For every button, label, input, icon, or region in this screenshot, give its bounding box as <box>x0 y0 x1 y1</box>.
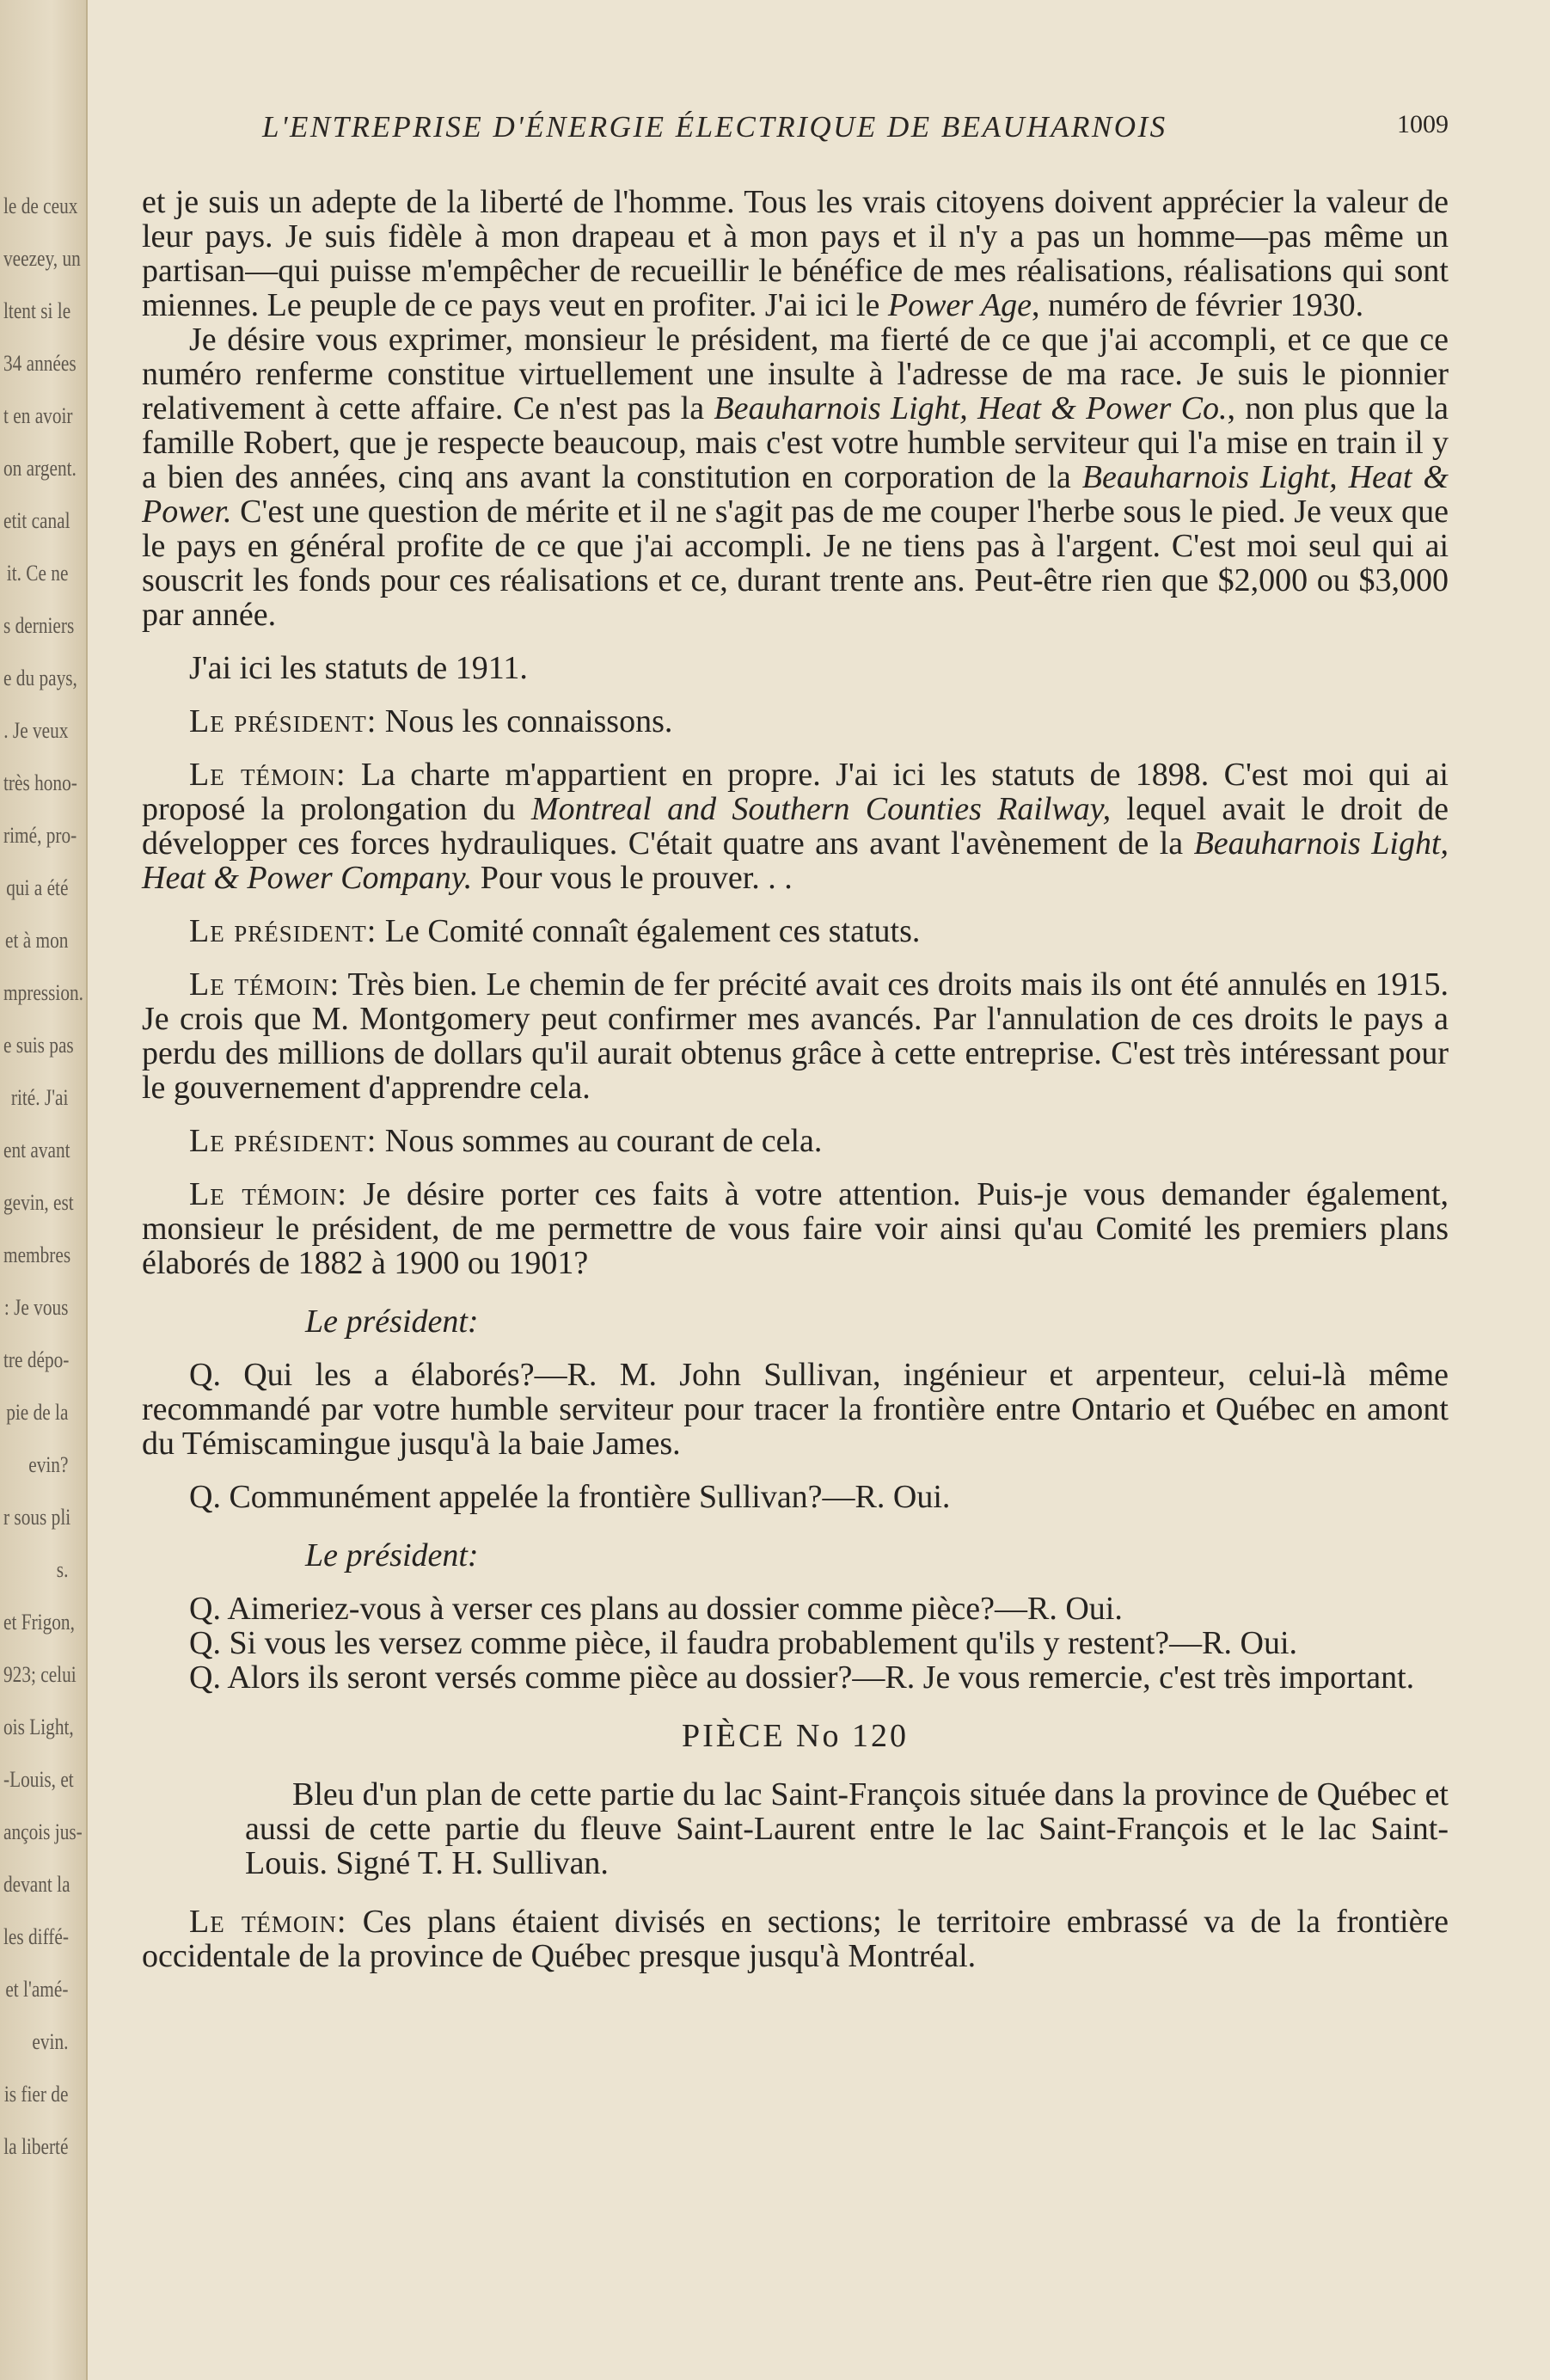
gutter-text-fragment: e suis pas <box>3 1033 74 1058</box>
gutter-text-fragment: veezey, un <box>3 246 81 271</box>
speaker-turn: Le témoin: Ces plans étaient divisés en sections; le territoire embrassé va de la frontière occidentale de la province de Québec presque jusqu'à Montréal. <box>142 1904 1449 1974</box>
gutter-text-fragment: ent avant <box>3 1138 70 1162</box>
speaker-label: Le témoin: <box>189 1176 347 1212</box>
body-text <box>142 185 1449 1973</box>
gutter-text-fragment: etit canal <box>3 508 70 533</box>
gutter-text-fragment: : Je vous <box>3 1295 69 1320</box>
gutter-text-fragment: s derniers <box>3 613 75 638</box>
running-header <box>262 110 1449 162</box>
gutter-text-fragment: tre dépo- <box>3 1347 70 1372</box>
gutter-text-fragment: is fier de <box>3 2082 69 2107</box>
gutter-text-fragment: devant la <box>3 1872 70 1897</box>
running-title: L'ENTREPRISE D'ÉNERGIE ÉLECTRIQUE DE BEAUHARNOIS <box>262 110 1167 144</box>
speaker-label: Le témoin: <box>189 757 346 793</box>
gutter-text-fragment: les diffé- <box>3 1924 69 1949</box>
gutter-text-fragment: mpression. <box>3 980 83 1005</box>
gutter-text-fragment: la liberté <box>3 2134 69 2159</box>
speaker-turn: Le témoin: La charte m'appartient en propre. J'ai ici les statuts de 1898. C'est moi qui ai proposé la prolongation du Montreal and Southern Counties Railway, lequel avait le droit de développer ces forces hydrauliques. C'était quatre ans avant l'avènement de la Beauharnois Light, Heat & Power Company. Pour vous le prouver. . . <box>142 757 1449 896</box>
gutter-text-fragment: et Frigon, <box>3 1610 75 1635</box>
gutter-text-fragment: s. <box>56 1557 69 1582</box>
gutter-text-fragment: membres <box>3 1242 71 1267</box>
gutter-text-fragment: et l'amé- <box>5 1977 69 2002</box>
gutter-text-fragment: ançois jus- <box>3 1819 83 1844</box>
section-subhead: Le président: <box>305 1303 479 1340</box>
gutter-text-fragment: ois Light, <box>3 1714 74 1739</box>
question-answer: Q. Communément appelée la frontière Sullivan?—R. Oui. <box>189 1479 951 1515</box>
page-number: 1009 <box>1397 110 1449 138</box>
paragraph: Je désire vous exprimer, monsieur le président, ma fierté de ce que j'ai accompli, et ce que ce numéro renferme constitue virtuellement une insulte à l'adresse de ma race. Je suis le pionnier relativement à cette affaire. Ce n'est pas la Beauharnois Light, Heat & Power Co., non plus que la famille Robert, que je respecte beaucoup, mais c'est votre humble serviteur qui l'a mise en train il y a bien des années, cinq ans avant la constitution en corporation de la Beauharnois Light, Heat & Power. C'est une question de mérite et il ne s'agit pas de me couper l'herbe sous le pied. Je veux que le pays en général profite de ce que j'ai accompli. Je ne tiens pas à l'argent. C'est moi seul qui ai souscrit les fonds pour ces réalisations et ce, durant trente ans. Peut-être rien que $2,000 ou $3,000 par année. <box>142 322 1449 633</box>
speaker-turn: Le témoin: Très bien. Le chemin de fer précité avait ces droits mais ils ont été annulés en 1915. Je crois que M. Montgomery peut confirmer mes avancés. Par l'annulation de ces droits le pays a perdu des millions de dollars qu'il aurait obtenus grâce à cette entreprise. C'est très intéressant pour le gouvernement d'apprendre cela. <box>142 966 1449 1106</box>
speaker-label: Le président: <box>189 703 377 739</box>
paragraph: et je suis un adepte de la liberté de l'homme. Tous les vrais citoyens doivent apprécier la valeur de leur pays. Je suis fidèle à mon drapeau et à mon pays et il n'y a pas un homme—pas même un partisan—qui puisse m'empêcher de recueillir le bénéfice de mes réalisations, réalisations qui sont miennes. Le peuple de ce pays veut en profiter. J'ai ici le Power Age, numéro de février 1930. <box>142 184 1449 323</box>
question-answer: Q. Alors ils seront versés comme pièce au dossier?—R. Je vous remercie, c'est très important. <box>189 1659 1415 1696</box>
paragraph: J'ai ici les statuts de 1911. <box>189 650 528 686</box>
gutter-text-fragment: et à mon <box>5 928 69 953</box>
question-answer: Q. Si vous les versez comme pièce, il faudra probablement qu'ils y restent?—R. Oui. <box>189 1625 1298 1661</box>
gutter-text-fragment: -Louis, et <box>3 1767 74 1792</box>
question-answer: Q. Aimeriez-vous à verser ces plans au dossier comme pièce?—R. Oui. <box>189 1591 1123 1627</box>
gutter-text-fragment: le de ceux <box>3 193 78 218</box>
exhibit-description: Bleu d'un plan de cette partie du lac Saint-François située dans la province de Québec et aussi de cette partie du fleuve Saint-Laurent entre le lac Saint-François et le lac Saint-Louis. Signé T. H. Sullivan. <box>245 1776 1449 1881</box>
gutter-text-fragment: on argent. <box>3 456 77 481</box>
exhibit-title: PIÈCE No 120 <box>682 1718 909 1754</box>
speaker-label: Le témoin: <box>189 1904 347 1940</box>
gutter-text-fragment: e du pays, <box>3 666 77 690</box>
gutter-text-fragment: evin? <box>28 1452 69 1477</box>
speaker-turn: Le témoin: Je désire porter ces faits à votre attention. Puis-je vous demander également, monsieur le président, de me permettre de vous faire voir ainsi qu'au Comité les premiers plans élaborés de 1882 à 1900 ou 1901? <box>142 1176 1449 1281</box>
speaker-turn: Le président: Nous sommes au courant de cela. <box>189 1123 823 1159</box>
speaker-label: Le témoin: <box>189 966 340 1003</box>
speaker-turn: Le président: Nous les connaissons. <box>189 703 673 739</box>
gutter-text-fragment: gevin, est <box>3 1190 74 1215</box>
speaker-label: Le président: <box>189 1123 377 1159</box>
question-answer: Q. Qui les a élaborés?—R. M. John Sullivan, ingénieur et arpenteur, celui-là même recommandé par votre humble serviteur pour tracer la frontière entre Ontario et Québec en amont du Témiscamingue jusqu'à la baie James. <box>142 1357 1449 1462</box>
gutter-text-fragment: 34 années <box>3 351 77 376</box>
gutter-text-fragment: très hono- <box>3 770 77 795</box>
speaker-turn: Le président: Le Comité connaît également ces statuts. <box>189 913 921 949</box>
gutter-text-fragment: . Je veux <box>3 718 69 743</box>
gutter-text-fragment: it. Ce ne <box>6 561 69 586</box>
gutter-text-fragment: rité. J'ai <box>10 1085 69 1110</box>
gutter-text-fragment: evin. <box>32 2029 69 2054</box>
document-page <box>142 0 1466 2380</box>
gutter-text-fragment: ltent si le <box>3 298 71 323</box>
gutter-text-fragment: 923; celui <box>3 1662 77 1687</box>
speaker-label: Le président: <box>189 913 377 949</box>
gutter-text-fragment: r sous pli <box>3 1505 71 1530</box>
gutter-text-fragment: qui a été <box>6 875 69 900</box>
adjacent-page-gutter <box>0 0 88 2380</box>
gutter-text-fragment: t en avoir <box>3 403 73 428</box>
section-subhead: Le président: <box>305 1537 479 1573</box>
gutter-text-fragment: pie de la <box>6 1400 69 1425</box>
gutter-text-fragment: rimé, pro- <box>3 823 77 848</box>
